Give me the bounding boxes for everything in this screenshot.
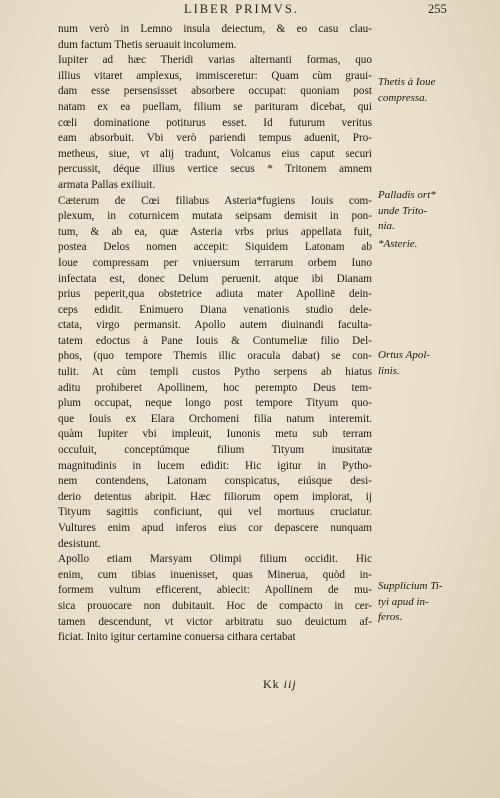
text-line: infectata est, donec Delum peruenit. atque ibi Dianam: [58, 272, 372, 285]
text-line: aditu prohiberet Apollinem, hoc perempto Deus tem-: [58, 381, 372, 394]
margin-note-thetis: [378, 75, 488, 106]
margin-note-asterie: [378, 237, 488, 253]
text-line: nem contendens, Latonam conspicatus, eiúsque desi-: [58, 475, 372, 488]
text-line: illius vitaret amplexus, immisceretur: Quam cùm graui-: [58, 69, 372, 82]
margin-note-line: unde Trito-: [378, 204, 428, 217]
margin-note-line: Thetis à Ioue: [378, 76, 436, 88]
margin-note-line: Palladis ort*: [378, 189, 436, 201]
margin-note-line: feros.: [378, 611, 403, 624]
margin-note-line: *Asterie.: [378, 238, 418, 250]
text-line: armata Pallas exiliuit.: [58, 178, 156, 191]
text-line: dam esse persensisset absorbere occupat: quoniam post: [58, 85, 372, 98]
signature-mark: [263, 677, 297, 692]
text-line: Tityum sagittis conficiunt, qui vel mortuus cruciatur.: [58, 506, 372, 519]
text-line: eam absorbuit. Vbi verò pariendi tempus aduenit, Pro-: [58, 132, 372, 145]
text-line: natam ex ea puellam, filium se parituram dicebat, qui: [58, 100, 372, 113]
text-line: Ioue compressam per vniuersum terrarum orbem Iuno: [58, 256, 372, 269]
text-line: tamen descendunt, vt victor arbitratu suo deuictum af-: [58, 615, 372, 628]
text-line: metheus, siue, vt alij tradunt, Volcanus eius caput securi: [58, 147, 372, 160]
page-number: 255: [428, 2, 447, 16]
main-text-column: [58, 22, 372, 646]
text-line: Apollo etiam Marsyam Olimpi filium occidit. Hic: [58, 553, 372, 566]
text-line: quàm Iupiter vbi impleuit, Iunonis metu sub terram: [58, 428, 372, 441]
text-line: derio detentus abripit. Hæc filiorum opem implorat, ij: [58, 490, 372, 503]
text-line: phos, (quo tempore Themis illic oracula dabat) se con-: [58, 350, 372, 363]
running-title: LIBER PRIMVS.: [184, 2, 299, 16]
text-line: ctata, virgo permansit. Apollo autem diuinandi faculta-: [58, 319, 372, 332]
margin-note-line: linis.: [378, 364, 400, 377]
page-header: [0, 2, 500, 20]
text-line: ceps edidit. Enimuero Diana venationis studio dele-: [58, 303, 372, 316]
text-line: postea Delos nomen accepit: Siquidem Latonam ab: [58, 241, 372, 254]
text-line: Iupiter ad hæc Theridi varias alternanti formas, quo: [58, 54, 372, 67]
text-line: que Iouis ex Elara Orchomeni filia natum interemit.: [58, 412, 372, 425]
text-line: plum occupat, neque longo post tempore Tityum quo-: [58, 397, 372, 410]
text-line: prius peperit,qua obstetrice adiuta mater Apollinē dein-: [58, 288, 372, 301]
text-line: plexum, in coturnicem mutata seipsam demisit in pon-: [58, 210, 372, 223]
margin-note-tityus: [378, 579, 488, 626]
text-line: Cæterum de Cœi filiabus Asteria*fugiens Iouis com-: [58, 194, 372, 207]
text-line: cœli dominatione potiturus esset. Id futurum veritus: [58, 116, 372, 129]
signature-letters: Kk: [263, 677, 280, 691]
text-line: percussit, déque illius vertice secus * Tritonem amnem: [58, 163, 372, 176]
text-line: num verò in Lemno insula deiectum, & eo casu clau-: [58, 23, 372, 35]
text-line: formem vultum efficerent, abiecit: Apollinem de mu-: [58, 584, 372, 597]
text-line: Vultures enim apud inferos eius cor depascere nunquam: [58, 522, 372, 534]
text-line: occuluit, conceptúmque filium Tityum inusitatæ: [58, 444, 372, 457]
text-line: ficiat. Inito igitur certamine conuersa cithara certabat: [58, 631, 296, 644]
text-line: tatem edoctus à Pane Iouis & Contumeliæ filio Del-: [58, 334, 372, 347]
margin-note-pallas: [378, 188, 488, 235]
margin-note-line: Ortus Apol-: [378, 349, 431, 361]
margin-note-line: nia.: [378, 220, 395, 233]
margin-note-apollo: [378, 348, 488, 379]
text-line: desistunt.: [58, 537, 101, 550]
margin-note-line: tyi apud in-: [378, 595, 429, 608]
signature-numeral: iij: [283, 677, 297, 691]
text-line: dum factum Thetis seruauit incolumem.: [58, 38, 237, 51]
text-line: enim, cum tibias inuenisset, quas Minerua, quòd in-: [58, 568, 372, 581]
text-line: magnitudinis in lucem edidit: Hic igitur in Pytho-: [58, 459, 372, 472]
text-line: tum, & ab ea, quæ Asteria vrbs prius appellata fuit,: [58, 225, 372, 238]
text-line: sica prouocare non dubitauit. Hoc de compacto in cer-: [58, 599, 372, 612]
text-line: tulit. At cùm templi custos Pytho serpens ab hiatus: [58, 366, 372, 379]
margin-note-line: compressa.: [378, 91, 428, 104]
margin-note-line: Supplicium Ti-: [378, 580, 443, 592]
